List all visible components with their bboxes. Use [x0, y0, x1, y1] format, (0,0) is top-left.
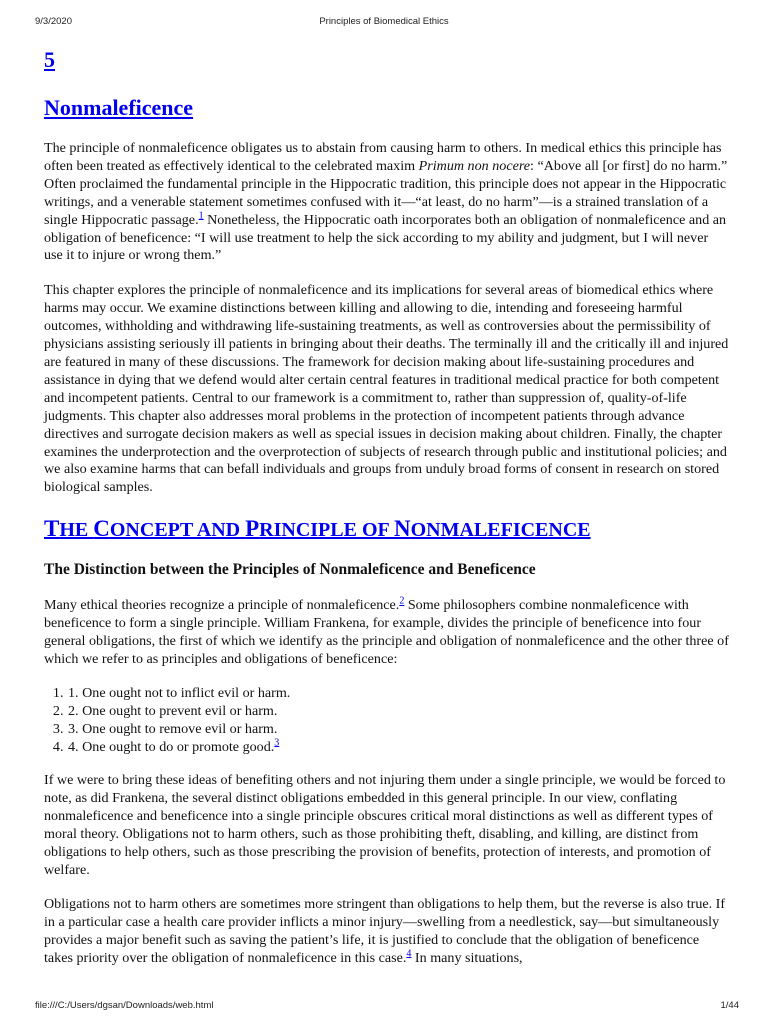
list-item: 2. 2. One ought to prevent evil or harm. — [67, 703, 730, 721]
chapter-number — [44, 46, 730, 74]
paragraph-text: : “Above all [or first] do no harm.” Often proclaimed the fundamental principle in the Hippocratic tradition, this principle does not appear in the Hippocratic writings, and a venerable statement sometimes confused with it—“at least, do no harm”—is a strained translation of a single Hippocratic passage. — [44, 157, 728, 228]
list-item: 3. 3. One ought to remove evil or harm. — [67, 721, 730, 739]
footnote-link-2[interactable]: 2 — [399, 595, 405, 607]
chapter-title — [44, 94, 730, 122]
subsection-title: The Distinction between the Principles of Nonmaleficence and Beneficence — [44, 561, 536, 579]
print-date: 9/3/2020 — [35, 16, 72, 27]
print-header — [0, 16, 768, 30]
obligations-list — [44, 685, 730, 757]
paragraph-text: Obligations not to harm others are sometimes more stringent than obligations to help them, but the reverse is also true. If in a particular case a health care provider inflicts a minor injury—swelling from a needlestick, say—but simultaneously provides a major benefit such as saving the patient’s life, it is justified to conclude that the obligation of beneficence takes priority over the obligation of nonmaleficence in this case. — [44, 895, 726, 966]
page-number: 1/44 — [720, 1000, 739, 1011]
list-item: 1. 1. One ought not to inflict evil or harm. — [67, 685, 730, 703]
paragraph-text: Many ethical theories recognize a principle of nonmaleficence. — [44, 597, 400, 614]
latin-maxim: Primum non nocere — [418, 157, 531, 174]
paragraph-text: In many situations, — [411, 949, 523, 966]
print-title: Principles of Biomedical Ethics — [319, 16, 449, 27]
section-title-link[interactable]: THE CONCEPT AND PRINCIPLE OF NONMALEFICENCE — [44, 516, 591, 542]
chapter-title-link[interactable]: Nonmaleficence — [44, 95, 194, 120]
paragraph-intro — [44, 140, 730, 265]
paragraph-text: The principle of nonmaleficence obligates us to abstain from causing harm to others. In medical ethics this principle has often been treated as effectively identical to the celebrated maxim — [44, 140, 722, 174]
paragraph-obligations — [44, 896, 730, 968]
paragraph-text: Nonetheless, the Hippocratic oath incorporates both an obligation of nonmaleficence and an obligation of beneficence: “I will use treatment to help the sick according to my ability and judgment, but I will never use it to injure or wrong them.” — [44, 211, 727, 264]
document-body — [44, 40, 730, 968]
paragraph-frankena: If we were to bring these ideas of benefiting others and not injuring them under a single principle, we would be forced to note, as did Frankena, the several distinct obligations embedded in this general principle. In our view, conflating nonmaleficence and beneficence into a single principle obscures critical moral distinctions as well as different types of moral theory. Obligations not to harm others, such as those prohibiting theft, disabling, and killing, are distinct from obligations to help others, such as those prescribing the provision of benefits, protection of interests, and promotion of welfare. — [44, 772, 726, 878]
section-title — [44, 515, 730, 544]
file-path: file:///C:/Users/dgsan/Downloads/web.html — [35, 1000, 214, 1011]
chapter-number-link[interactable]: 5 — [44, 47, 55, 72]
paragraph-theories — [44, 597, 730, 669]
list-item: 4. 4. One ought to do or promote good.$^3$ — [67, 739, 730, 757]
footnote-link-4[interactable]: 4 — [406, 947, 412, 959]
print-footer — [0, 1000, 768, 1014]
paragraph-text: Some philosophers combine nonmaleficence with beneficence to form a single principle. William Frankena, for example, divides the principle of beneficence into four general obligations, the first of which we identify as the principle and obligation of nonmaleficence and the other three of which we refer to as principles and obligations of beneficence: — [44, 597, 729, 667]
paragraph-overview: This chapter explores the principle of nonmaleficence and its implications for several areas of biomedical ethics where harms may occur. We examine distinctions between killing and allowing to die, intending and foreseeing harmful outcomes, withholding and withdrawing life-sustaining treatments, as well as controversies about the permissibility of physicians assisting seriously ill patients in bringing about their deaths. The terminally ill and the critically ill and injured are featured in many of these discussions. The framework for decision making about life-sustaining procedures and assistance in dying that we defend would alter certain central features in traditional medical practice for both competent and incompetent patients. Central to our framework is a commitment to, rather than suppression of, quality-of-life judgments. This chapter also addresses moral problems in the protection of incompetent patients through advance directives and surrogate decision makers as well as special issues in decision making about children. Finally, the chapter examines the underprotection and the overprotection of subjects of research through public and institutional policies; and we also examine harms that can befall individuals and groups from unduly broad forms of consent in research on stored biological samples. — [44, 282, 729, 496]
footnote-link-1[interactable]: 1 — [198, 209, 204, 221]
footnote-link-3[interactable]: 3 — [274, 736, 280, 748]
